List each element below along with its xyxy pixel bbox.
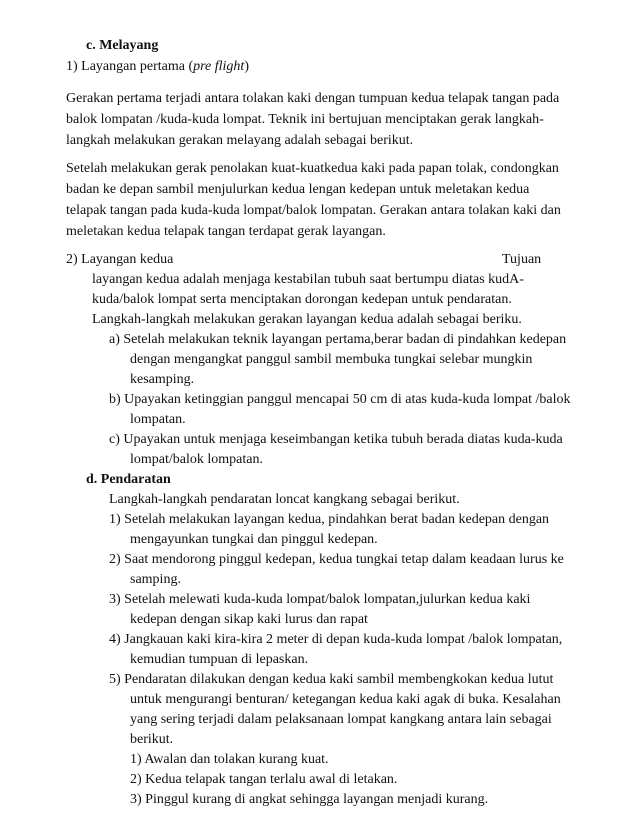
item2-line: Langkah-langkah melakukan gerakan layangan kedua adalah sebagai beriku. — [92, 312, 522, 327]
para2-line: telapak tangan pada kuda-kuda lompat/balok lompatan. Gerakan antara tolakan kaki dan — [66, 203, 561, 218]
sub-item-b-cont: lompatan. — [130, 412, 186, 427]
step-3: 3) Setelah melewati kuda-kuda lompat/balok lompatan,julurkan kedua kaki — [109, 592, 531, 607]
step-5: 5) Pendaratan dilakukan dengan kedua kaki sambil membengkokan kedua lutut — [109, 672, 554, 687]
heading-melayang: c. Melayang — [86, 38, 159, 53]
item2-line: kuda/balok lompat serta menciptakan dorongan kedepan untuk pendaratan. — [92, 292, 512, 307]
step-2-cont: samping. — [130, 572, 181, 587]
error-item-2: 2) Kedua telapak tangan terlalu awal di letakan. — [130, 772, 398, 787]
step-2: 2) Saat mendorong pinggul kedepan, kedua tungkai tetap dalam keadaan lurus ke — [109, 552, 564, 567]
item-layangan-pertama — [66, 57, 249, 76]
sub-item-c: c) Upayakan untuk menjaga keseimbangan ketika tubuh berada diatas kuda-kuda — [109, 432, 563, 447]
sub-item-a-cont: dengan mengangkat panggul sambil membuka tungkai selebar mungkin — [130, 352, 533, 367]
para1-line: balok lompatan /kuda-kuda lompat. Teknik ini bertujuan menciptakan gerak langkah- — [66, 112, 544, 127]
item2-line: layangan kedua adalah menjaga kestabilan tubuh saat bertumpu diatas kudA- — [92, 272, 524, 287]
step-3-cont: kedepan dengan sikap kaki lurus dan rapat — [130, 612, 368, 627]
item-layangan-kedua-label: 2) Layangan kedua — [66, 252, 174, 267]
sub-item-c-cont: lompat/balok lompatan. — [130, 452, 263, 467]
error-item-3: 3) Pinggul kurang di angkat sehingga layangan menjadi kurang. — [130, 792, 489, 807]
item1-suffix: ) — [244, 59, 249, 74]
item1-prefix: 1) Layangan pertama ( — [66, 59, 194, 74]
step-5-cont: untuk mengurangi benturan/ ketegangan kedua kaki agak di buka. Kesalahan — [130, 692, 561, 707]
step-5-cont: berikut. — [130, 732, 174, 747]
para2-line: badan ke depan sambil menjulurkan kedua lengan kedepan untuk meletakan kedua — [66, 182, 530, 197]
step-5-cont: yang sering terjadi dalam pelaksanaan lompat kangkang antara lain sebagai — [130, 712, 552, 727]
para2-line: Setelah melakukan gerak penolakan kuat-kuatkedua kaki pada papan tolak, condongkan — [66, 161, 559, 176]
para1-line: langkah melakukan gerakan melayang adalah sebagai berikut. — [66, 133, 414, 148]
para2-line: meletakan kedua telapak tangan terdapat gerak layangan. — [66, 224, 386, 239]
sub-item-a-cont: kesamping. — [130, 372, 195, 387]
item1-italic: pre flight — [193, 59, 245, 74]
step-1-cont: mengayunkan tungkai dan pinggul kedepan. — [130, 532, 378, 547]
sub-item-a: a) Setelah melakukan teknik layangan pertama,berar badan di pindahkan kedepan — [109, 332, 567, 347]
pendaratan-intro: Langkah-langkah pendaratan loncat kangkang sebagai berikut. — [109, 492, 460, 507]
step-4: 4) Jangkauan kaki kira-kira 2 meter di depan kuda-kuda lompat /balok lompatan, — [109, 632, 563, 647]
error-item-1: 1) Awalan dan tolakan kurang kuat. — [130, 752, 329, 767]
para1-line: Gerakan pertama terjadi antara tolakan kaki dengan tumpuan kedua telapak tangan pada — [66, 91, 560, 106]
sub-item-b: b) Upayakan ketinggian panggul mencapai 50 cm di atas kuda-kuda lompat /balok — [109, 392, 571, 407]
step-1: 1) Setelah melakukan layangan kedua, pindahkan berat badan kedepan dengan — [109, 512, 550, 527]
item-layangan-kedua-tujuan: Tujuan — [502, 252, 542, 267]
step-4-cont: kemudian tumpuan di lepaskan. — [130, 652, 309, 667]
heading-pendaratan: d. Pendaratan — [86, 472, 171, 487]
